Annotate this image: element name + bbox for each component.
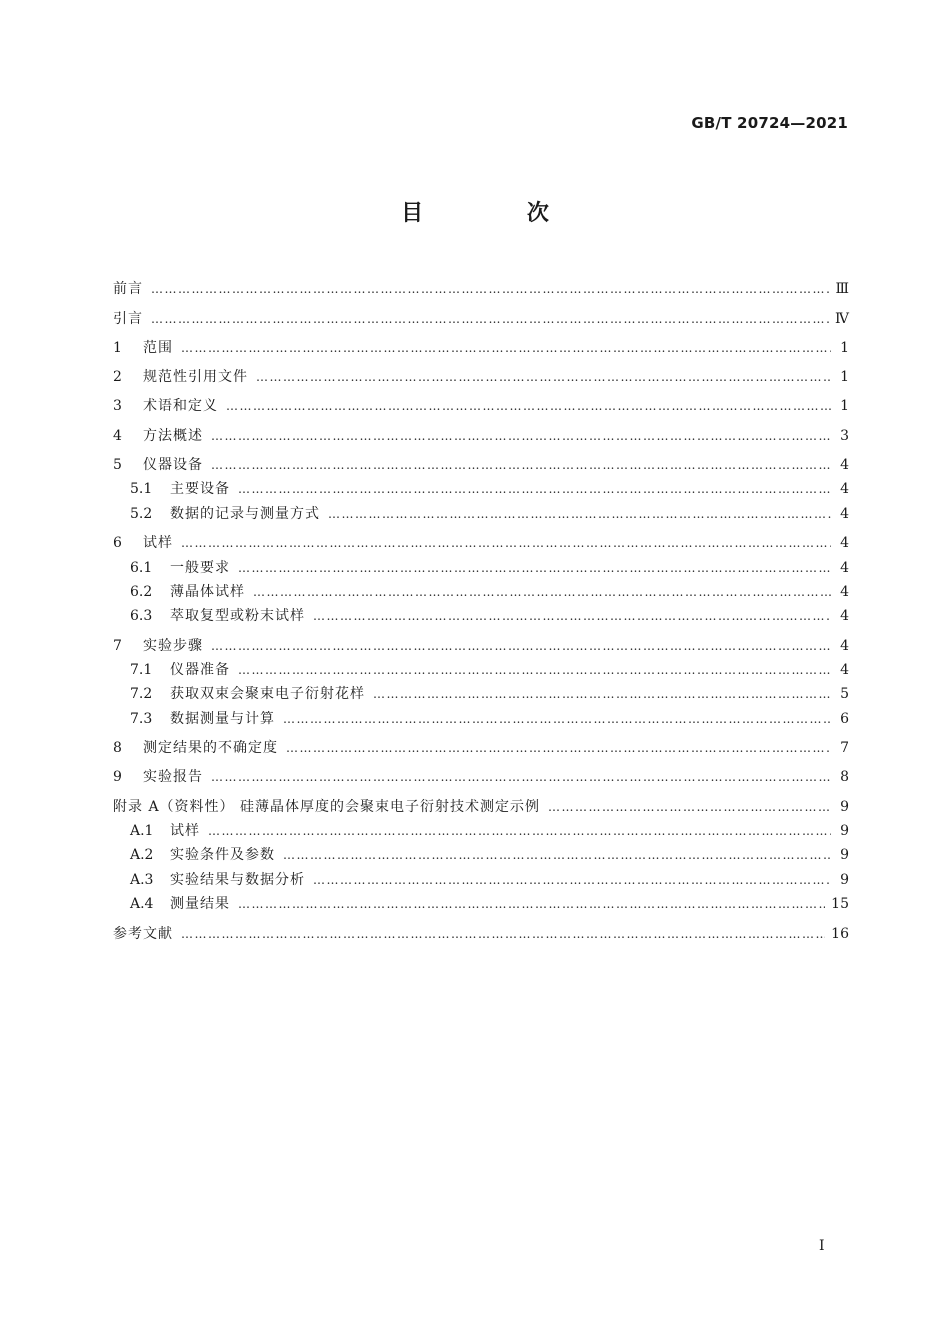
toc-entry-page: 9 [840,847,849,864]
dot-leader [211,637,831,655]
toc-entry-5-2[interactable] [113,501,849,525]
toc-entry-number: 6 [113,535,122,552]
dot-leader [373,685,831,703]
toc-entry-6-2[interactable] [113,580,849,604]
toc-entry-6-1[interactable] [113,555,849,579]
toc-entry-references[interactable] [113,916,849,945]
toc-entry-preface[interactable] [113,272,849,301]
toc-entry-number: 7.3 [130,710,153,727]
toc-entry-page: 4 [840,481,849,498]
toc-entry-page: 16 [831,925,849,942]
dot-leader [283,846,831,864]
toc-entry-page: 15 [831,896,849,913]
toc-entry-label: 薄晶体试样 [170,583,245,600]
toc-entry-number: A.1 [130,823,154,840]
toc-entry-page: 7 [840,740,849,757]
toc-entry-number: 7 [113,637,122,654]
dot-leader [256,368,831,386]
toc-entry-label: 方法概述 [143,427,203,444]
toc-entry-a-3[interactable] [113,867,849,891]
page-title: 目 次 [401,201,597,226]
toc-entry-label: 实验结果与数据分析 [170,871,305,888]
toc-entry-label: 引言 [113,310,143,327]
dot-leader [181,339,831,357]
toc-entry-number: 7.2 [130,686,153,703]
toc-entry-page: Ⅲ [835,281,849,298]
dot-leader [211,427,831,445]
toc-entry-7-1[interactable] [113,658,849,682]
toc-entry-3[interactable] [113,389,849,418]
toc-entry-label: 一般要求 [170,559,230,576]
toc-entry-page: 1 [840,369,849,386]
toc-entry-page: 4 [840,535,849,552]
toc-entry-number: 8 [113,740,122,757]
toc-entry-label: 范围 [143,339,173,356]
toc-entry-number: 3 [113,398,122,415]
toc-entry-page: 6 [840,710,849,727]
toc-entry-label: 萃取复型或粉末试样 [170,608,305,625]
toc-entry-number: 2 [113,369,122,386]
toc-entry-2[interactable] [113,360,849,389]
toc-entry-label: 测量结果 [170,896,230,913]
dot-leader [181,925,825,943]
toc-entry-page: 4 [840,662,849,679]
toc-entry-page: 3 [840,427,849,444]
dot-leader [253,583,831,601]
toc-entry-label: 测定结果的不确定度 [143,740,278,757]
toc-entry-6-3[interactable] [113,604,849,628]
toc-entry-a-2[interactable] [113,843,849,867]
toc-entry-label: 实验步骤 [143,637,203,654]
dot-leader [238,661,831,679]
toc-entry-label: 数据的记录与测量方式 [170,505,320,522]
dot-leader [181,534,831,552]
toc-entry-7-2[interactable] [113,682,849,706]
toc-entry-number: 4 [113,427,122,444]
toc-entry-label: 试样 [170,823,200,840]
dot-leader [283,710,831,728]
toc-entry-7[interactable] [113,628,849,657]
toc-entry-6[interactable] [113,526,849,555]
toc-entry-8[interactable] [113,731,849,760]
toc-entry-label: 规范性引用文件 [143,369,248,386]
dot-leader [328,505,831,523]
toc-entry-introduction[interactable] [113,301,849,330]
dot-leader [313,607,831,625]
toc-entry-number: 6.3 [130,608,153,625]
toc-entry-1[interactable] [113,331,849,360]
toc-entry-7-3[interactable] [113,706,849,730]
toc-entry-5[interactable] [113,448,849,477]
toc-entry-number: 6.2 [130,583,153,600]
dot-leader [313,871,831,889]
dot-leader [211,768,831,786]
toc-entry-page: 5 [840,686,849,703]
dot-leader [548,798,831,816]
toc-entry-4[interactable] [113,418,849,447]
dot-leader [151,280,829,298]
dot-leader [226,397,831,415]
toc-entry-label: 仪器设备 [143,457,203,474]
toc-entry-a-1[interactable] [113,819,849,843]
toc-entry-number: A.2 [130,847,154,864]
toc-entry-page: 8 [840,769,849,786]
toc-entry-number: A.3 [130,871,154,888]
dot-leader [238,480,831,498]
toc-entry-9[interactable] [113,760,849,789]
toc-entry-number: 1 [113,339,122,356]
toc-entry-label: 获取双束会聚束电子衍射花样 [170,686,365,703]
toc-entry-number: 5.2 [130,505,153,522]
toc-entry-number: 9 [113,769,122,786]
toc-entry-number: A.4 [130,896,154,913]
dot-leader [208,822,831,840]
standard-code: GB/T 20724—2021 [691,114,848,132]
toc-entry-5-1[interactable] [113,477,849,501]
toc-entry-appendix-a[interactable] [113,789,849,818]
toc-entry-page: 4 [840,505,849,522]
toc-entry-page: 1 [840,398,849,415]
toc-entry-page: 9 [840,798,849,815]
toc-entry-page: 4 [840,637,849,654]
toc-entry-label: 参考文献 [113,925,173,942]
toc-entry-label: 实验报告 [143,769,203,786]
page-number: Ⅰ [819,1238,825,1254]
toc-entry-label: 主要设备 [170,481,230,498]
toc-entry-page: 4 [840,457,849,474]
dot-leader [238,895,825,913]
toc-entry-number: 7.1 [130,662,153,679]
toc-entry-page: 9 [840,823,849,840]
toc-entry-label: 前言 [113,281,143,298]
dot-leader [238,559,831,577]
toc-entry-label: 附录 A（资料性） 硅薄晶体厚度的会聚束电子衍射技术测定示例 [113,798,541,815]
toc-entry-number: 5.1 [130,481,153,498]
toc-entry-page: Ⅳ [835,310,849,327]
toc-entry-page: 4 [840,583,849,600]
toc-entry-a-4[interactable] [113,892,849,916]
toc-entry-page: 4 [840,608,849,625]
dot-leader [286,739,831,757]
toc-entry-number: 5 [113,457,122,474]
toc-entry-label: 数据测量与计算 [170,710,275,727]
dot-leader [211,456,831,474]
toc-entry-label: 试样 [143,535,173,552]
toc-entry-label: 术语和定义 [143,398,218,415]
toc-entry-label: 实验条件及参数 [170,847,275,864]
toc-entry-page: 9 [840,871,849,888]
table-of-contents [113,272,849,946]
toc-entry-page: 4 [840,559,849,576]
toc-entry-page: 1 [840,339,849,356]
toc-entry-number: 6.1 [130,559,153,576]
dot-leader [151,310,829,328]
toc-entry-label: 仪器准备 [170,662,230,679]
